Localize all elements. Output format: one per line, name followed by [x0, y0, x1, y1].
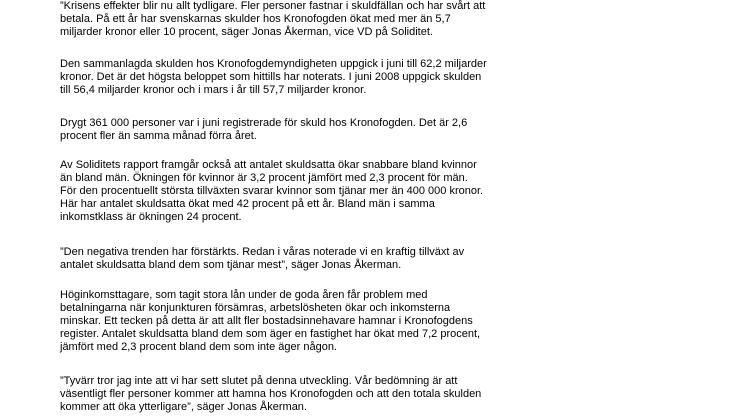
paragraph-quote-outlook: ”Tyvärr tror jag inte att vi har sett slutet på denna utveckling. Vår bedömning är att väsentligt fler personer kommer att hamna hos Kronofogden och att den totala skulden kommer att öka ytterligare”, säger Jonas Åkerman. [60, 375, 482, 413]
paragraph-total-debt: Den sammanlagda skulden hos Kronofogdemyndigheten uppgick i juni till 62,2 miljarder kronor. Det är det högsta beloppet som hittills har noterats. I juni 2008 uppgick skulden till 56,4 miljarder kronor och i mars i år till 57,7 miljarder kronor. [60, 58, 487, 96]
paragraph-quote-crisis: ”Krisens effekter blir nu allt tydligare. Fler personer fastnar i skuldfällan och har svårt att betala. På ett år har svenskarnas skulder hos Kronofogden ökat med mer än 5,7 miljarder kronor eller 10 procent, säger Jonas Åkerman, vice VD på Soliditet. [60, 0, 486, 38]
paragraph-high-income-earners: Höginkomsttagare, som tagit stora lån under de goda åren får problem med betalningarna när konjunkturen försämras, arbetslösheten ökar och inkomsterna minskar. Ett tecken på detta är att allt fler bostadsinnehavare hamnar i Kronofogdens register. Antalet skuldsatta bland dem som äger en fastighet har ökat med 7,2 procent, jämfört med 2,3 procent bland dem som inte äger någon. [60, 289, 481, 353]
paragraph-quote-negative-trend: ”Den negativa trenden har förstärkts. Redan i våras noterade vi en kraftig tillväxt av antalet skuldsatta bland dem som tjänar mest”, säger Jonas Åkerman. [60, 246, 465, 271]
paragraph-women-vs-men: Av Soliditets rapport framgår också att antalet skuldsatta ökar snabbare bland kvinnor än bland män. Ökningen för kvinnor är 3,2 procent jämfört med 2,3 procent för män. För den procentuellt största tillväxten svarar kvinnor som tjänar mer än 400 000 kronor. Här har antalet skuldsatta ökat med 42 procent på ett år. Bland män i samma inkomstklass är ökningen 24 procent. [60, 159, 484, 223]
paragraph-registered-persons: Drygt 361 000 personer var i juni registrerade för skuld hos Kronofogden. Det är 2,6 procent fler än samma månad förra året. [60, 117, 468, 142]
